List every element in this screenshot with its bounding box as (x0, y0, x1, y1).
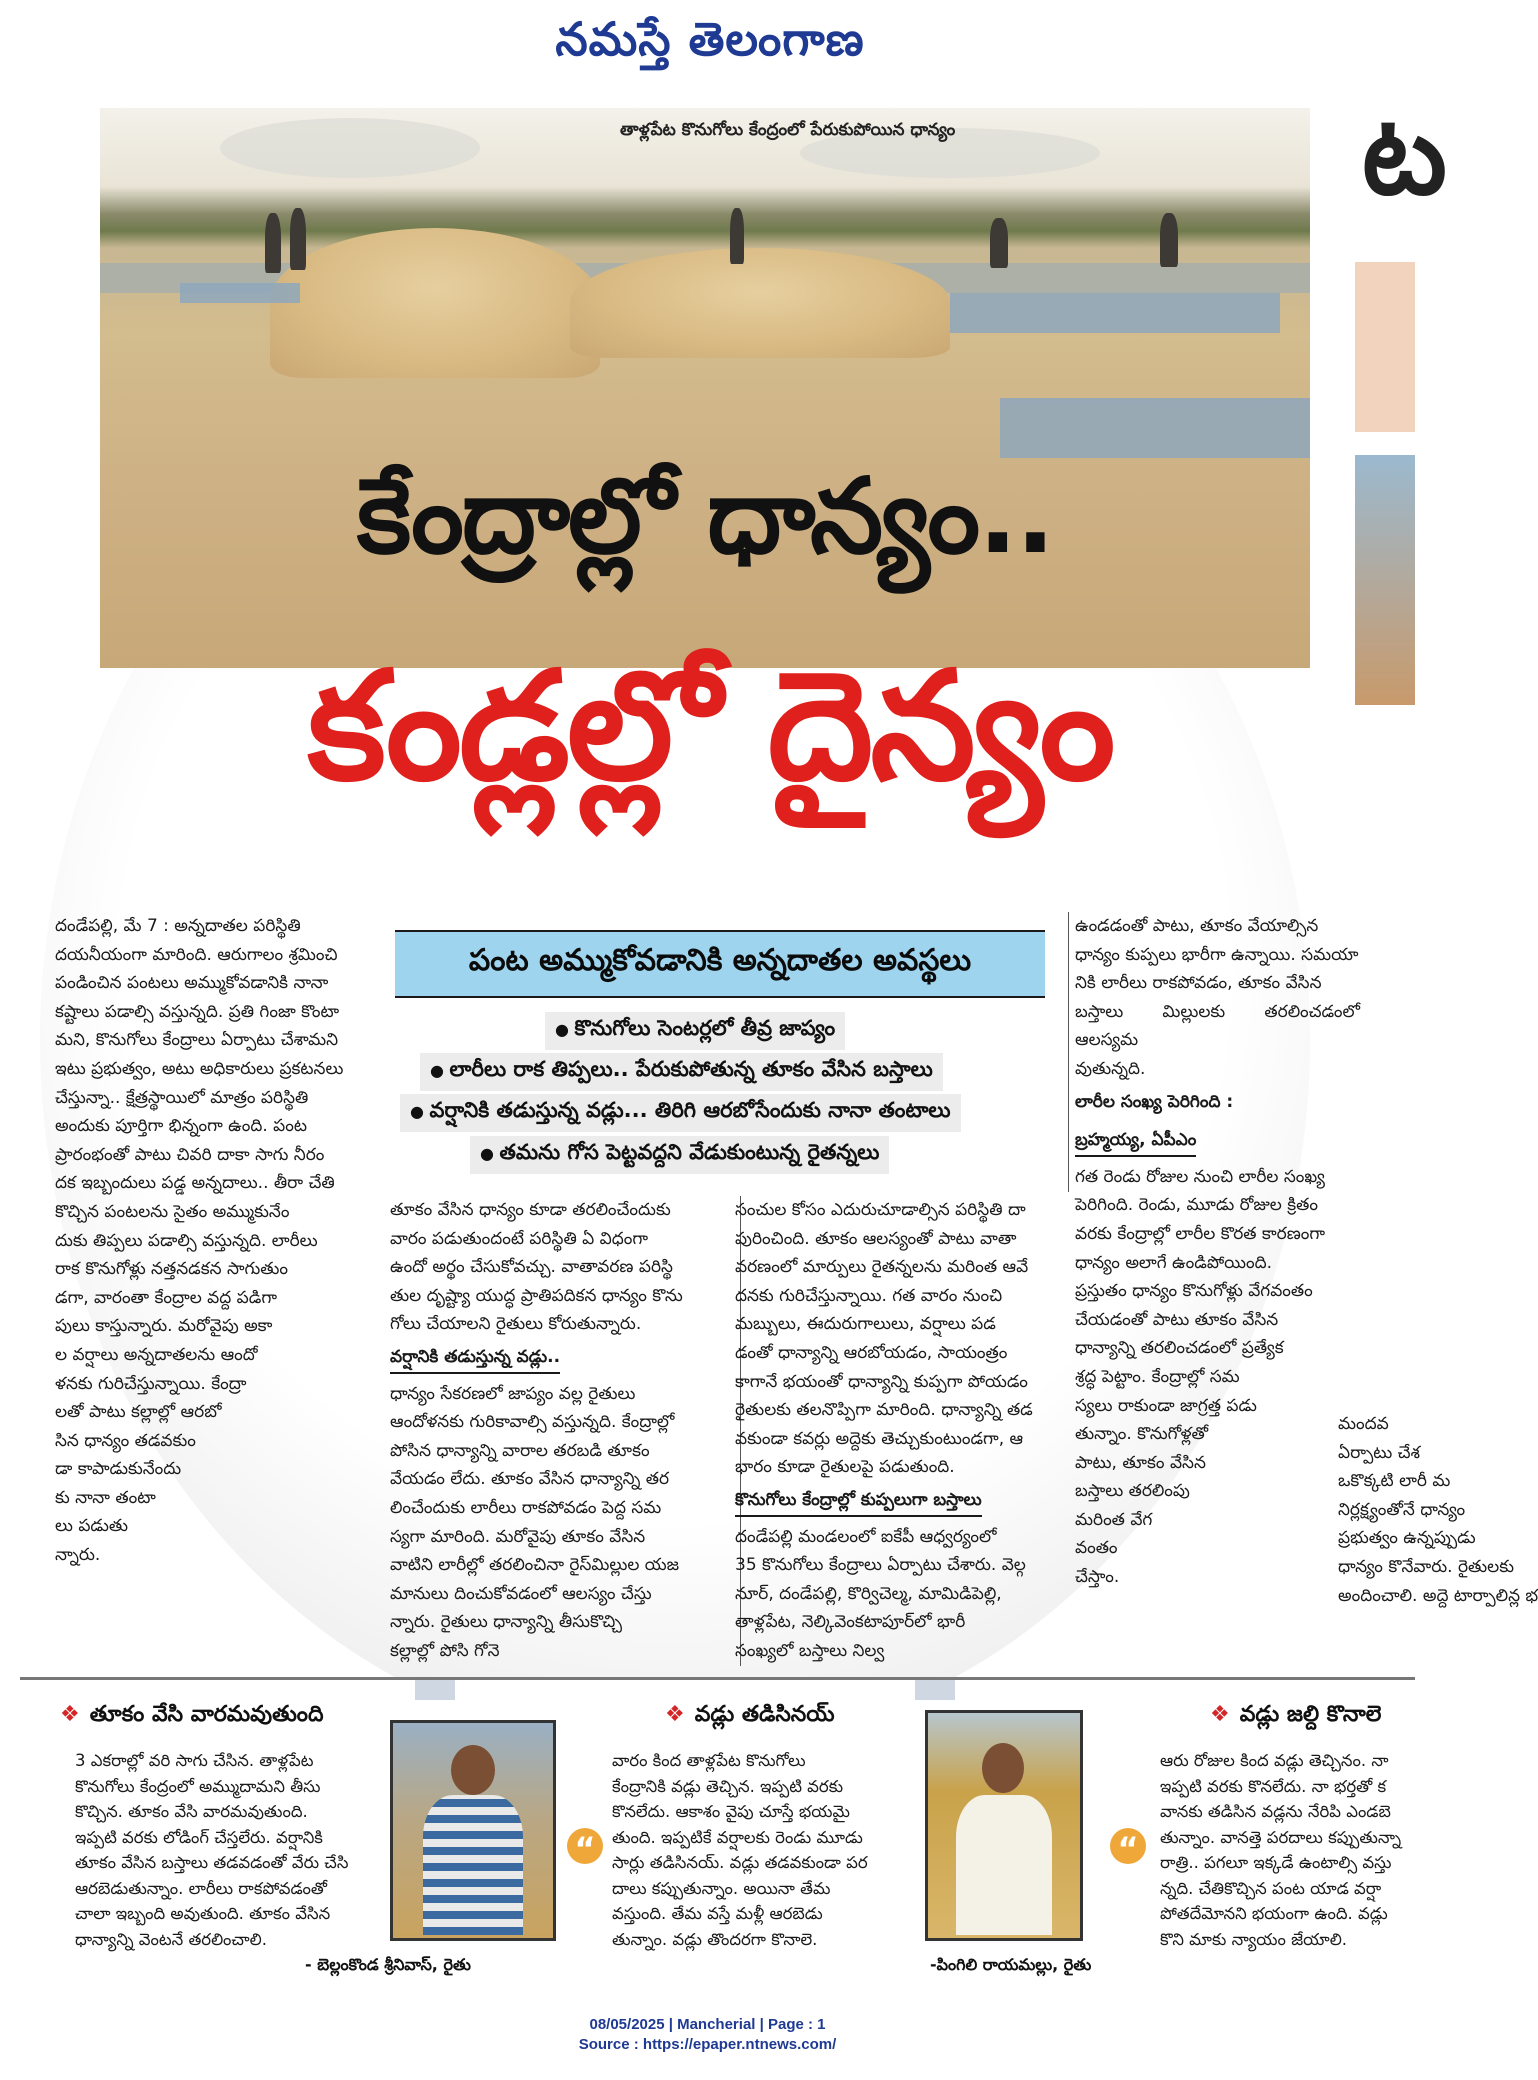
article-line: బస్తాలు మిల్లులకు తరలించడంలో ఆలస్యమ (1075, 1001, 1360, 1051)
article-line: తూకం వేసిన ధాన్యం కూడా తరలించేందుకు (390, 1200, 671, 1220)
article-line: నిర్లక్ష్యంతోనే ధాన్యం (1338, 1499, 1466, 1520)
column-subheading: వర్షానికి తడుస్తున్న వడ్లు.. (390, 1343, 560, 1374)
article-line: మందవ (1338, 1414, 1389, 1434)
article-line: సిన ధాన్యం తడవకుం (55, 1430, 196, 1451)
article-line: మానులు దించుకోవడంలో ఆలస్యం చేస్తు (390, 1583, 652, 1604)
column-subheading: లారీల సంఖ్య పెరిగింది : (1075, 1091, 1234, 1112)
article-line: డా కాపాడుకునేందు (55, 1459, 182, 1480)
article-line: స్యలు రాకుండా జాగ్రత్త పడు (1075, 1395, 1257, 1416)
page-footer (0, 2015, 1415, 2055)
bullet-point: ● వర్షానికి తడుస్తున్న వడ్లు... తిరిగి ఆరబోసేందుకు నానా తంటాలు (400, 1094, 961, 1132)
quote-line: న్నది. చేతికొచ్చిన పంట యాడ వర్షా (1160, 1878, 1382, 1898)
quote-line: పోతదేమోనని భయంగా ఉంది. వడ్లు (1160, 1904, 1388, 1923)
article-line: ఏర్పాటు చేశ (1338, 1442, 1420, 1463)
article-line: డంతో ధాన్యాన్ని ఆరబోయడం, సాయంత్రం (735, 1342, 1008, 1363)
article-line: సంచుల కోసం ఎదురుచూడాల్సిన పరిస్థితి దా (735, 1200, 1026, 1220)
article-line: దుకు తిప్పలు పడాల్సి వస్తున్నది. లారీలు (55, 1230, 318, 1251)
quote-line: కొనలేదు. ఆకాశం వైపు చూస్తే భయమై (612, 1802, 850, 1821)
article-line: అందించాలి. అద్దె టార్పాలిన్ల భ (1338, 1585, 1538, 1606)
article-line: ధాన్యం సేకరణలో జాప్యం వల్ల రైతులు (390, 1383, 636, 1404)
article-line: అందుకు పూర్తిగా భిన్నంగా ఉంది. పంట (55, 1116, 307, 1137)
article-line: తాళ్లపేట, నెల్కివెంకటాపూర్‌లో భారీ (735, 1612, 966, 1633)
quote-signature: - బెల్లంకొండ శ్రీనివాస్, రైతు (305, 1955, 471, 1974)
quote-line: వానకు తడిసిన వడ్లను నేరిపి ఎండబె (1160, 1802, 1391, 1821)
masthead: నమస్తే తెలంగాణ (555, 12, 865, 66)
article-line: మబ్బులు, ఈదురుగాలులు, వర్షాలు పడ (735, 1314, 996, 1335)
quote-line: రాత్రి.. పగలూ ఇక్కడే ఉంటాల్సి వస్తు (1160, 1853, 1392, 1872)
article-line: బస్తాలు తరలింపు (1075, 1481, 1190, 1502)
quote-line: ధాన్యాన్ని వెంటనే తరలించాలి. (75, 1929, 267, 1949)
quote-mark-icon: “ (567, 1828, 603, 1864)
quote-line: చాలా ఇబ్బంది అవుతుంది. తూకం వేసిన (75, 1904, 331, 1923)
photo-caption: తాళ్లపేట కొనుగోలు కేంద్రంలో పేరుకుపోయిన ధాన్యం (620, 120, 956, 140)
quote-line: కొచ్చిన. తూకం వేసి వారమవుతుంది. (75, 1802, 308, 1821)
article-line: చేయడంతో పాటు తూకం వేసిన (1075, 1309, 1279, 1330)
photo-tab (915, 1680, 955, 1700)
quote-line: తున్నాం. వడ్లు తొందరగా కొనాలె. (612, 1929, 818, 1949)
article-line: వుతున్నది. (1075, 1058, 1146, 1079)
quote-line: తున్నాం. వానత్తె పరదాలు కప్పుతున్నా (1160, 1827, 1402, 1847)
farmer-portrait (390, 1720, 556, 1941)
quote-heading: ❖ తూకం వేసి వారమవుతుంది (60, 1702, 324, 1727)
article-line: ప్రభుత్వం ఉన్నప్పుడు (1338, 1528, 1476, 1549)
footer-source: Source : https://epaper.ntnews.com/ (578, 2036, 837, 2053)
article-line: భారం కూడా రైతులపై పడుతుంది. (735, 1457, 955, 1478)
article-line: దండేపల్లి మండలంలో ఐకేపీ ఆధ్వర్యంలో (735, 1526, 997, 1547)
article-line: ఇటు ప్రభుత్వం, అటు అధికారులు ప్రకటనలు (55, 1058, 344, 1079)
article-column-3 (735, 1196, 1080, 1666)
article-line: న్నారు. (55, 1545, 101, 1566)
article-line: నూర్, దండేపల్లి, కొర్విచెల్మ, మామిడిపెల్లి, (735, 1583, 1002, 1604)
star-icon: ❖ (665, 1702, 685, 1727)
article-line: మని, కొనుగోలు కేంద్రాలు ఏర్పాటు చేశామని (55, 1030, 339, 1051)
quote-heading: ❖ వడ్లు జల్ది కొనాలె (1210, 1702, 1382, 1727)
farmer-portrait (925, 1710, 1083, 1941)
byline: బ్రహ్మయ్య, ఏపీఎం (1075, 1126, 1196, 1157)
article-line: ప్రస్తుతం ధాన్యం కొనుగోళ్లు వేగవంతం (1075, 1281, 1313, 1302)
bullet-point: ● లారీలు రాక తిప్పలు.. పేరుకుపోతున్న తూకం వేసిన బస్తాలు (420, 1053, 943, 1091)
photo-tab (415, 1680, 455, 1700)
article-line: ప్రారంభంతో పాటు చివరి దాకా సాగు నీరం (55, 1144, 325, 1165)
article-line: ధాన్యం కుప్పలు భారీగా ఉన్నాయి. సమయా (1075, 944, 1359, 965)
article-line: రైతులకు తలనొప్పిగా మారింది. ధాన్యాన్ని తడ (735, 1400, 1033, 1421)
article-line: ఉందో అర్థం చేసుకోవచ్చు. వాతావరణ పరిస్థి (390, 1257, 673, 1278)
article-line: గత రెండు రోజుల నుంచి లారీల సంఖ్య (1075, 1166, 1325, 1187)
article-line: గోలు చేయాలని రైతులు కోరుతున్నారు. (390, 1314, 642, 1335)
article-line: ధాన్యం కొనేవారు. రైతులకు (1338, 1556, 1514, 1577)
quote-line: ఇప్పటి వరకు లోడింగ్ చేస్తలేరు. వర్షానికి (75, 1827, 323, 1847)
quote-line: కొనుగోలు కేంద్రంలో అమ్ముదామని తీసు (75, 1776, 321, 1796)
quote-line: సార్లు తడిసినయ్. వడ్లు తడవకుండా పర (612, 1853, 868, 1872)
article-line: చేస్తాం. (1075, 1567, 1120, 1588)
article-line: పోసిన ధాన్యాన్ని వారాల తరబడి తూకం (390, 1440, 650, 1461)
footer-edition: 08/05/2025 | Mancherial | Page : 1 (589, 2016, 826, 2033)
article-line: దయనీయంగా మారింది. ఆరుగాలం శ్రమించి (55, 944, 338, 965)
quote-line: వారం కింద తాళ్లపేట కొనుగోలు (612, 1751, 806, 1770)
article-line: డగా, వారంతా కేంద్రాల వద్ద పడిగా (55, 1287, 277, 1308)
article-line: కాగానే భయంతో ధాన్యాన్ని కుప్పగా పోయడం (735, 1371, 1028, 1392)
headline-primary: కేంద్రాల్లో ధాన్యం.. (356, 455, 1054, 577)
article-line: నికి లారీలు రాకపోవడం, తూకం వేసిన (1075, 973, 1322, 994)
article-line: దండేపల్లి, మే 7 : అన్నదాతల పరిస్థితి (55, 916, 301, 936)
article-line: లించేందుకు లారీలు రాకపోవడం పెద్ద సమ (390, 1497, 662, 1518)
quote-line: ఆరబెడుతున్నాం. లారీలు రాకపోవడంతో (75, 1878, 327, 1898)
quote-text (1160, 1748, 1415, 1952)
article-line: పులు కాస్తున్నారు. మరోవైపు అకా (55, 1316, 273, 1337)
article-line: వరణంలో మార్పులు రైతన్నలను మరింత ఆవే (735, 1257, 1029, 1278)
quote-line: 3 ఎకరాల్లో వరి సాగు చేసిన. తాళ్లపేట (75, 1751, 314, 1770)
column-divider (1068, 912, 1069, 1192)
quote-line: తూకం వేసిన బస్తాలు తడవడంతో వేరు చేసి (75, 1853, 349, 1872)
article-line: కొచ్చిన పంటలను సైతం అమ్ముకునేం (55, 1201, 290, 1222)
quote-line: దాలు కప్పుతున్నాం. అయినా తేమ (612, 1878, 831, 1898)
next-article-headline-fragment: ట (1362, 91, 1447, 219)
article-line: వంతం (1075, 1538, 1118, 1559)
quote-line: కేంద్రానికి వడ్లు తెచ్చిన. ఇప్పటి వరకు (612, 1776, 844, 1796)
article-line: రాక కొనుగోళ్లు నత్తనడకన సాగుతుం (55, 1259, 288, 1280)
article-line: ళనకు గురిచేస్తున్నాయి. కేంద్రా (55, 1373, 247, 1394)
article-line: ల వర్షాలు అన్నదాతలను ఆందో (55, 1344, 258, 1365)
bullet-point: ● తమను గోస పెట్టవద్దని వేడుకుంటున్న రైతన్నలు (470, 1136, 889, 1174)
article-line: పండించిన పంటలు అమ్ముకోవడానికి నానా (55, 973, 329, 994)
article-line: వారం పడుతుందంటే పరిస్థితి ఏ విధంగా (390, 1228, 648, 1249)
article-line: ధాన్యాన్ని తరలించడంలో ప్రత్యేక (1075, 1338, 1284, 1359)
column-subheading: కొనుగోలు కేంద్రాల్లో కుప్పలుగా బస్తాలు (735, 1486, 982, 1517)
quote-line: ఇప్పటి వరకు కొనలేదు. నా భర్తతో క (1160, 1776, 1387, 1796)
article-line: ఒకొక్కటి లారీ మ (1338, 1471, 1451, 1492)
article-line: స్యగా మారింది. మరోవైపు తూకం వేసిన (390, 1526, 646, 1547)
article-line: తుల దృష్ట్యా యుద్ధ ప్రాతిపదికన ధాన్యం కొను (390, 1285, 683, 1306)
quote-signature: -పింగిలి రాయమల్లు, రైతు (930, 1955, 1092, 1974)
article-line: కష్టాలు పడాల్సి వస్తున్నది. ప్రతి గింజా కొంటా (55, 1001, 340, 1022)
article-line: వరకు కేంద్రాల్లో లారీల కొరత కారణంగా (1075, 1223, 1326, 1244)
quote-mark-icon: “ (1110, 1828, 1146, 1864)
article-line: న్నారు. రైతులు ధాన్యాన్ని తీసుకొచ్చి (390, 1612, 623, 1633)
quote-heading: ❖ వడ్లు తడిసినయ్ (665, 1702, 835, 1727)
quote-line: కొని మాకు న్యాయం జేయాలి. (1160, 1929, 1348, 1949)
article-line: 35 కొనుగోలు కేంద్రాలు ఏర్పాటు చేశారు. వెల్గ (735, 1555, 1026, 1576)
article-line: తున్నాం. కొనుగోళ్లతో (1075, 1424, 1209, 1445)
article-line: వేయడం లేదు. తూకం వేసిన ధాన్యాన్ని తర (390, 1469, 670, 1490)
article-line: ఉండడంతో పాటు, తూకం వేయాల్సిన (1075, 916, 1319, 936)
article-line: వాటిని లారీల్లో తరలించినా రైస్‌మిల్లుల యజ (390, 1555, 680, 1576)
article-line: మరింత వేగ (1075, 1509, 1153, 1530)
subheadline-box: పంట అమ్ముకోవడానికి అన్నదాతల అవస్థలు (395, 930, 1045, 998)
article-line: కు నానా తంటా (55, 1487, 156, 1508)
article-line: శ్రద్ధ పెట్టాం. కేంద్రాల్లో సమ (1075, 1366, 1240, 1387)
article-column-4 (1075, 912, 1360, 1592)
next-article-box (1355, 262, 1415, 432)
headline-secondary: కండ్లల్లో దైన్యం (307, 640, 1113, 814)
article-column-1 (55, 912, 385, 1570)
article-line: వకుండా కవర్లు అద్దెకు తెచ్చుకుంటుండగా, ఆ (735, 1428, 1024, 1449)
article-column-2 (390, 1196, 735, 1666)
article-line: లు పడుతు (55, 1516, 128, 1537)
article-line: పెరిగింది. రెండు, మూడు రోజుల క్రితం (1075, 1195, 1318, 1216)
star-icon: ❖ (1210, 1702, 1230, 1727)
article-line: ధాన్యం అలాగే ఉండిపోయింది. (1075, 1252, 1273, 1273)
next-article-text (1338, 1410, 1538, 1610)
quote-line: తుంది. ఇప్పటికే వర్షాలకు రెండు మూడు (612, 1827, 863, 1847)
quote-text (75, 1748, 375, 1952)
article-line: కల్లాల్లో పోసి గోనె (390, 1640, 500, 1661)
article-line: చేస్తున్నా.. క్షేత్రస్థాయిలో మాత్రం పరిస్థితి (55, 1087, 309, 1108)
bullet-point: ● కొనుగోలు సెంటర్లలో తీవ్ర జాప్యం (545, 1012, 845, 1050)
article-line: లతో పాటు కల్లాల్లో ఆరబో (55, 1402, 222, 1423)
article-line: పురించింది. తూకం ఆలస్యంతో పాటు వాతా (735, 1228, 1017, 1249)
star-icon: ❖ (60, 1702, 80, 1727)
quote-line: ఆరు రోజుల కింద వడ్లు తెచ్చినం. నా (1160, 1751, 1389, 1770)
article-line: ఆందోళనకు గురికావాల్సి వస్తున్నది. కేంద్రాల్లో (390, 1412, 675, 1433)
article-line: దక ఇబ్బందులు పడ్డ అన్నదాలు.. తీరా చేతి (55, 1173, 335, 1194)
article-line: దనకు గురిచేస్తున్నాయి. గత వారం నుంచి (735, 1285, 1003, 1306)
article-line: సంఖ్యలో బస్తాలు నిల్వ (735, 1640, 885, 1661)
article-line: పాటు, తూకం వేసిన (1075, 1452, 1206, 1473)
quote-text (612, 1748, 892, 1952)
next-article-photo (1355, 455, 1415, 705)
quote-line: వస్తుంది. తేమ వస్తే మళ్లీ ఆరబెడు (612, 1904, 823, 1923)
